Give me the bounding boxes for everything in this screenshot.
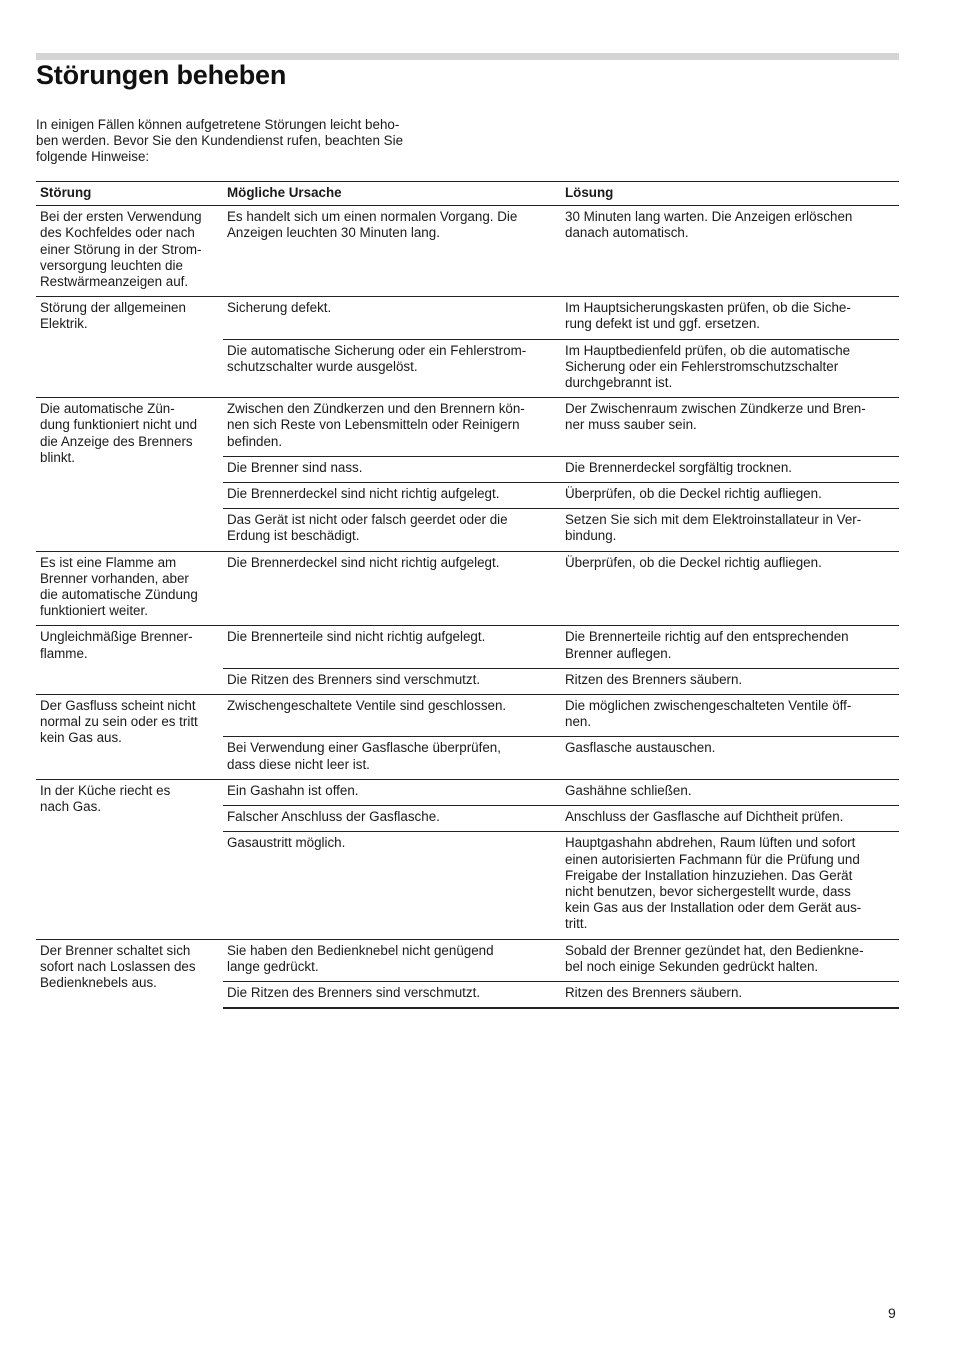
table-row <box>36 206 899 297</box>
cause-cell: Es handelt sich um einen normalen Vorgang. Die Anzeigen leuchten 30 Minuten lang. <box>223 206 561 297</box>
problem-cell: In der Küche riecht es nach Gas. <box>36 779 223 939</box>
solution-cell: Überprüfen, ob die Deckel richtig aufliegen. <box>561 483 899 509</box>
solution-cell: Die Brennerteile richtig auf den entsprechenden Brenner auflegen. <box>561 626 899 668</box>
solution-cell: Die Brennerdeckel sorgfältig trocknen. <box>561 456 899 482</box>
cause-cell: Die Ritzen des Brenners sind verschmutzt. <box>223 981 561 1008</box>
solution-cell: Gashähne schließen. <box>561 779 899 805</box>
solution-cell: Hauptgashahn abdrehen, Raum lüften und sofort einen autorisierten Fachmann für die Prüfung und Freigabe der Installation hinzuziehen. Das Gerät nicht benutzen, bevor sichergestellt wurde, dass kein Gas aus der Installation oder dem Gerät aus- tritt. <box>561 832 899 939</box>
solution-cell: Die möglichen zwischengeschalteten Ventile öff- nen. <box>561 695 899 737</box>
solution-cell: Anschluss der Gasflasche auf Dichtheit prüfen. <box>561 806 899 832</box>
header-cause: Mögliche Ursache <box>223 182 561 206</box>
table-row <box>36 939 899 981</box>
cause-cell: Das Gerät ist nicht oder falsch geerdet oder die Erdung ist beschädigt. <box>223 509 561 551</box>
header-problem: Störung <box>36 182 223 206</box>
cause-cell: Die Brennerdeckel sind nicht richtig aufgelegt. <box>223 483 561 509</box>
cause-cell: Die Brennerteile sind nicht richtig aufgelegt. <box>223 626 561 668</box>
solution-cell: 30 Minuten lang warten. Die Anzeigen erlöschen danach automatisch. <box>561 206 899 297</box>
solution-cell: Ritzen des Brenners säubern. <box>561 668 899 694</box>
header-rule <box>36 53 899 60</box>
cause-cell: Die automatische Sicherung oder ein Fehlerstrom- schutzschalter wurde ausgelöst. <box>223 339 561 398</box>
header-solution: Lösung <box>561 182 899 206</box>
cause-cell: Gasaustritt möglich. <box>223 832 561 939</box>
solution-cell: Im Hauptsicherungskasten prüfen, ob die Siche- rung defekt ist und ggf. ersetzen. <box>561 297 899 339</box>
troubleshooting-table <box>36 181 899 1009</box>
solution-cell: Der Zwischenraum zwischen Zündkerze und Bren- ner muss sauber sein. <box>561 398 899 457</box>
problem-cell: Es ist eine Flamme am Brenner vorhanden, aber die automatische Zündung funktioniert weiter. <box>36 551 223 626</box>
cause-cell: Falscher Anschluss der Gasflasche. <box>223 806 561 832</box>
table-row <box>36 626 899 668</box>
problem-cell: Die automatische Zün- dung funktioniert nicht und die Anzeige des Brenners blinkt. <box>36 398 223 551</box>
intro-text: In einigen Fällen können aufgetretene Störungen leicht beho- ben werden. Bevor Sie den Kundendienst rufen, beachten Sie folgende Hinweise: <box>36 117 404 165</box>
solution-cell: Ritzen des Brenners säubern. <box>561 981 899 1008</box>
cause-cell: Die Ritzen des Brenners sind verschmutzt. <box>223 668 561 694</box>
cause-cell: Sie haben den Bedienknebel nicht genügend lange gedrückt. <box>223 939 561 981</box>
problem-cell: Bei der ersten Verwendung des Kochfeldes oder nach einer Störung in der Strom- versorgung leuchten die Restwärmeanzeigen auf. <box>36 206 223 297</box>
table-row <box>36 551 899 626</box>
problem-cell: Störung der allgemeinen Elektrik. <box>36 297 223 398</box>
solution-cell: Im Hauptbedienfeld prüfen, ob die automatische Sicherung oder ein Fehlerstromschutzschalter durchgebrannt ist. <box>561 339 899 398</box>
problem-cell: Ungleichmäßige Brenner- flamme. <box>36 626 223 695</box>
cause-cell: Die Brenner sind nass. <box>223 456 561 482</box>
solution-cell: Setzen Sie sich mit dem Elektroinstallateur in Ver- bindung. <box>561 509 899 551</box>
problem-cell: Der Gasfluss scheint nicht normal zu sein oder es tritt kein Gas aus. <box>36 695 223 780</box>
page-title: Störungen beheben <box>36 60 287 90</box>
cause-cell: Sicherung defekt. <box>223 297 561 339</box>
table-row <box>36 695 899 737</box>
page-number: 9 <box>888 1305 896 1321</box>
solution-cell: Überprüfen, ob die Deckel richtig aufliegen. <box>561 551 899 626</box>
cause-cell: Die Brennerdeckel sind nicht richtig aufgelegt. <box>223 551 561 626</box>
table-header-row <box>36 182 899 206</box>
solution-cell: Gasflasche austauschen. <box>561 737 899 779</box>
cause-cell: Ein Gashahn ist offen. <box>223 779 561 805</box>
cause-cell: Zwischengeschaltete Ventile sind geschlossen. <box>223 695 561 737</box>
table-row <box>36 297 899 339</box>
solution-cell: Sobald der Brenner gezündet hat, den Bedienkne- bel noch einige Sekunden gedrückt halten. <box>561 939 899 981</box>
problem-cell: Der Brenner schaltet sich sofort nach Loslassen des Bedienknebels aus. <box>36 939 223 1008</box>
cause-cell: Bei Verwendung einer Gasflasche überprüfen, dass diese nicht leer ist. <box>223 737 561 779</box>
table-row <box>36 398 899 457</box>
table-row <box>36 779 899 805</box>
table-body <box>36 206 899 1008</box>
cause-cell: Zwischen den Zündkerzen und den Brennern kön- nen sich Reste von Lebensmitteln oder Reinigern befinden. <box>223 398 561 457</box>
